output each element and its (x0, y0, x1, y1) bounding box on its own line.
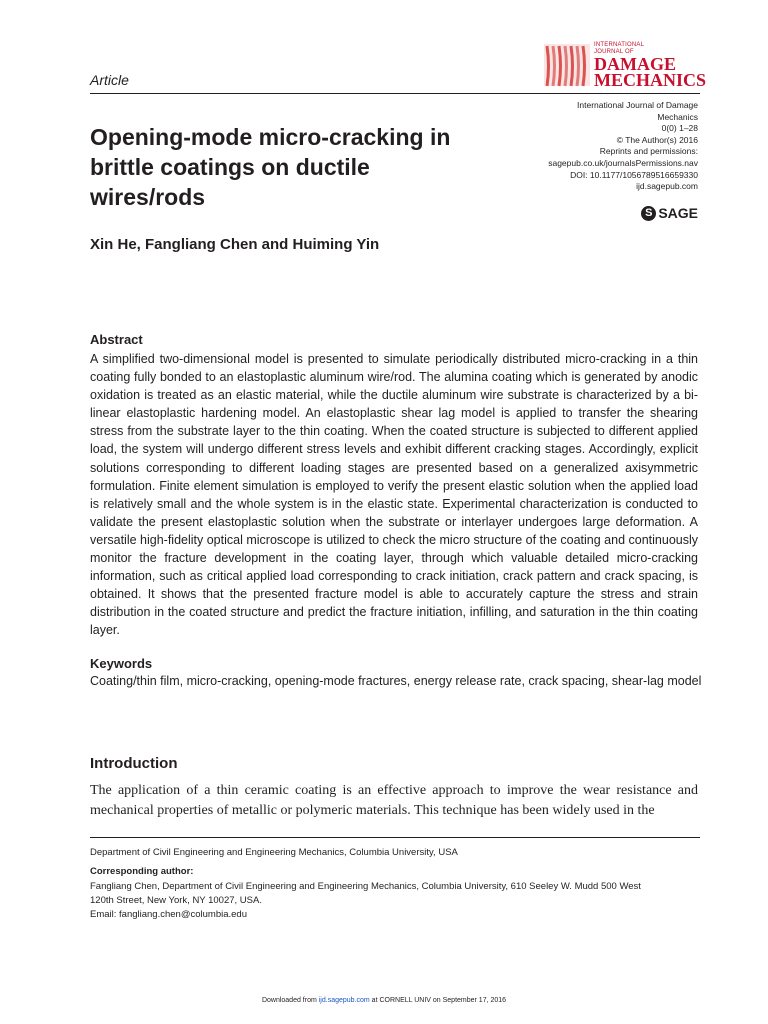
journal-name-line1: International Journal of Damage (577, 100, 698, 110)
logo-word-damage: DAMAGE (594, 54, 676, 74)
abstract-heading: Abstract (90, 332, 143, 347)
keywords-heading: Keywords (90, 656, 153, 671)
header-divider (90, 93, 700, 94)
introduction-text: The application of a thin ceramic coating is an effective approach to improve the wear resistance and mechanical properties of metallic or polymeric materials. This technique has been widely used in the (90, 783, 698, 818)
article-title: Opening-mode micro-cracking in brittle coatings on ductile wires/rods (90, 124, 451, 210)
doi[interactable]: DOI: 10.1177/1056789516659330 (570, 169, 698, 180)
author-list: Xin He, Fangliang Chen and Huiming Yin (90, 236, 380, 253)
copyright: © The Author(s) 2016 (616, 134, 698, 145)
journal-logo-mark-icon (544, 42, 590, 88)
corresponding-author-label: Corresponding author: (90, 866, 194, 877)
logo-word-mechanics: MECHANICS (594, 70, 707, 90)
corresponding-author-address-line1: Fangliang Chen, Department of Civil Engineering and Engineering Mechanics, Columbia University, 610 Seeley W. Mudd 500 West (90, 881, 641, 892)
footnote-divider (90, 837, 700, 838)
logo-line-international: INTERNATIONAL (594, 42, 645, 48)
corresponding-author-email[interactable]: Email: fangliang.chen@columbia.edu (90, 909, 247, 920)
reprints-label: Reprints and permissions: (599, 146, 698, 157)
journal-info (548, 100, 698, 193)
sage-logo (641, 205, 698, 221)
corresponding-author-address-line2: 120th Street, New York, NY 10027, USA. (90, 895, 262, 906)
introduction-heading: Introduction (90, 755, 178, 772)
journal-website-link[interactable]: ijd.sagepub.com (636, 181, 698, 192)
sage-wordmark: SAGE (658, 205, 698, 221)
corresponding-author-details (90, 880, 702, 922)
download-notice-prefix: Downloaded from (261, 997, 319, 1004)
download-source-link[interactable]: ijd.sagepub.com (318, 997, 370, 1004)
sage-s-icon: S (641, 206, 656, 221)
keywords-text: Coating/thin film, micro-cracking, opening-mode fractures, energy release rate, crack spacing, shear-lag model (90, 674, 702, 688)
permissions-link[interactable]: sagepub.co.uk/journalsPermissions.nav (548, 157, 698, 168)
abstract-text: A simplified two-dimensional model is presented to simulate periodically distributed micro-cracking in a thin coating fully bonded to an elastoplastic aluminum wire/rod. The alumina coating which is generated by anodic oxidation is treated as an elastic material, while the ductile aluminum wire substrate is characterized by a bi-linear elastoplastic hardening model. An elastoplastic shear lag model is applied to transfer the shearing stress from the substrate layer to the thin coating. When the coated structure is subjected to different applied load, the system will undergo different stress levels and exhibit different cracking stages. Accordingly, explicit solutions corresponding to different loading stages are presented based on a generalized axisymmetric formulation. Finite element simulation is employed to verify the present elastic solution when the applied load is relatively small and the whole system is in the elastic state. Experimental characterization is conducted to validate the present elastoplastic solution when the substrate or interlayer undergoes large deformation. A versatile high-fidelity optical microscope is utilized to check the micro structure of the coating and continuously monitor the fracture development in the coating layer, through which valuable detailed micro-cracking information, such as critical applied load corresponding to crack initiation, crack pattern and crack spacing, is obtained. It shows that the presented fracture model is able to accurately capture the stress and strain distribution in the coated structure and predict the fracture initiation, infilling, and saturation in the thin coating layer. (90, 352, 698, 638)
logo-line-journal-of: JOURNAL OF (594, 49, 634, 55)
journal-logo (544, 42, 707, 90)
article-type-label: Article (90, 72, 129, 88)
download-notice (0, 997, 768, 1004)
download-notice-suffix: at CORNELL UNIV on September 17, 2016 (369, 997, 507, 1004)
volume-pages: 0(0) 1–28 (661, 123, 698, 134)
author-affiliation: Department of Civil Engineering and Engineering Mechanics, Columbia University, USA (90, 847, 458, 858)
journal-name-line2: Mechanics (657, 111, 698, 122)
